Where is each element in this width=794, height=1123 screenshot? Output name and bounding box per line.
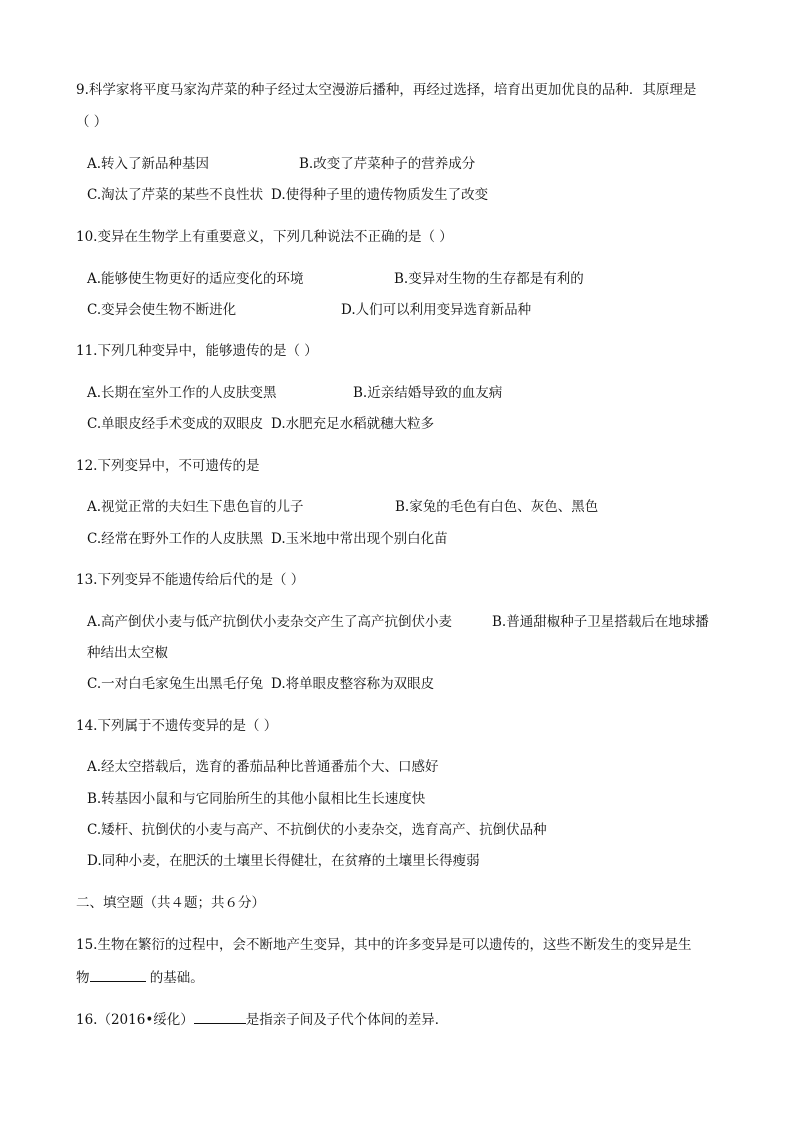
- question-12-option-b: B.家兔的毛色有白色、灰色、黑色: [395, 499, 599, 515]
- question-14-option-d: D.同种小麦，在肥沃的土壤里长得健壮，在贫瘠的土壤里长得瘦弱: [87, 853, 480, 869]
- question-11-option-d: D.水肥充足水稻就穗大粒多: [271, 416, 435, 432]
- question-15-text-before-blank: 物: [76, 970, 90, 986]
- question-15-line-1: 15.生物在繁衍的过程中，会不断地产生变异，其中的许多变异是可以遗传的，这些不断发生的变异是生: [76, 937, 692, 953]
- question-10-option-b: B.变异对生物的生存都是有利的: [394, 271, 584, 287]
- question-13-option-d: D.将单眼皮整容称为双眼皮: [271, 676, 435, 692]
- question-9-stem: 9.科学家将平度马家沟芹菜的种子经过太空漫游后播种，再经过选择，培育出更加优良的品种．其原理是: [76, 82, 697, 98]
- question-12-option-c: C.经常在野外工作的人皮肤黑: [87, 531, 264, 547]
- question-13-option-b: B.普通甜椒种子卫星搭载后在地球播: [492, 614, 709, 630]
- question-16-line: [76, 1009, 448, 1029]
- question-9-option-b: B.改变了芹菜种子的营养成分: [299, 156, 476, 172]
- question-11-stem: 11.下列几种变异中，能够遗传的是（ ）: [76, 343, 318, 359]
- question-14-option-a: A.经太空搭载后，选育的番茄品种比普通番茄个大、口感好: [87, 759, 439, 775]
- question-16-answer-blank[interactable]: [194, 1009, 246, 1024]
- question-15-text-after-blank: 的基础。: [145, 970, 204, 986]
- question-13-option-b-continued: 种结出太空椒: [87, 645, 168, 661]
- question-10-option-d: D.人们可以利用变异选育新品种: [341, 302, 532, 318]
- question-15-answer-blank[interactable]: [90, 967, 146, 982]
- question-9-option-a: A.转入了新品种基因: [87, 156, 210, 172]
- question-14-option-c: C.矮杆、抗倒伏的小麦与高产、不抗倒伏的小麦杂交，选育高产、抗倒伏品种: [87, 822, 547, 838]
- question-9-option-c: C.淘汰了芹菜的某些不良性状: [87, 187, 264, 203]
- section-heading-fill-in: 二、填空题（共４题；共６分）: [76, 895, 265, 911]
- question-9-option-d: D.使得种子里的遗传物质发生了改变: [271, 187, 489, 203]
- question-12-option-a: A.视觉正常的夫妇生下患色盲的儿子: [87, 499, 304, 515]
- question-10-stem: 10.变异在生物学上有重要意义，下列几种说法不正确的是（ ）: [76, 229, 453, 245]
- question-11-option-a: A.长期在室外工作的人皮肤变黑: [87, 385, 277, 401]
- question-12-option-d: D.玉米地中常出现个别白化苗: [271, 531, 448, 547]
- question-10-option-c: C.变异会使生物不断进化: [87, 302, 237, 318]
- question-11-option-c: C.单眼皮经手术变成的双眼皮: [87, 416, 264, 432]
- question-13-option-c: C.一对白毛家兔生出黑毛仔兔: [87, 676, 264, 692]
- question-9-stem-continued: （ ）: [76, 114, 108, 130]
- question-12-stem: 12.下列变异中，不可遗传的是: [76, 458, 260, 474]
- question-10-option-a: A.能够使生物更好的适应变化的环境: [87, 271, 304, 287]
- question-16-source: 16.（2016•绥化）: [76, 1012, 194, 1028]
- question-16-text-after-blank: 是指亲子间及子代个体间的差异．: [245, 1012, 449, 1028]
- question-14-stem: 14.下列属于不遗传变异的是（ ）: [76, 718, 278, 734]
- question-14-option-b: B.转基因小鼠和与它同胎所生的其他小鼠相比生长速度快: [87, 791, 426, 807]
- question-13-stem: 13.下列变异不能遗传给后代的是（ ）: [76, 572, 305, 588]
- question-11-option-b: B.近亲结婚导致的血友病: [353, 385, 503, 401]
- question-13-option-a: A.高产倒伏小麦与低产抗倒伏小麦杂交产生了高产抗倒伏小麦: [87, 614, 453, 630]
- question-15-line-2: [76, 967, 204, 987]
